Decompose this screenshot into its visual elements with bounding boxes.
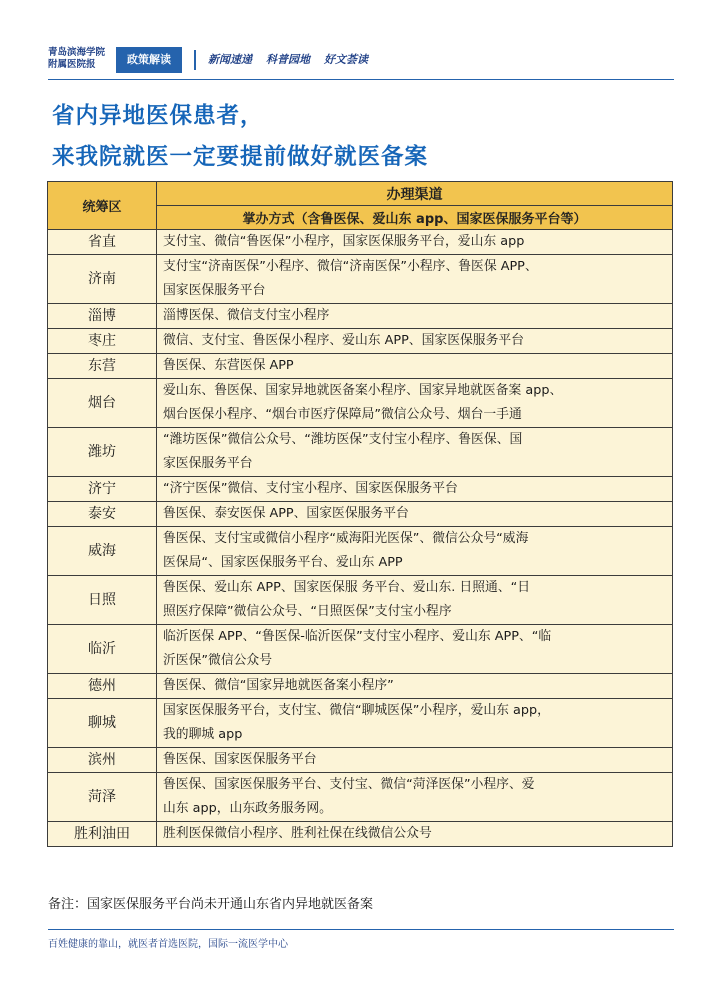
area-cell: 菏泽 (48, 773, 157, 822)
channels-cell (157, 822, 673, 847)
area-cell: 淄博 (48, 304, 157, 329)
newspaper-logo (48, 47, 110, 73)
table-row (48, 527, 673, 576)
table-row (48, 502, 673, 527)
channels-cell (157, 576, 673, 625)
table-row (48, 428, 673, 477)
channels-line: “济宁医保”微信、支付宝小程序、国家医保服务平台 (163, 481, 458, 496)
channels-table-wrapper (47, 181, 672, 847)
table-row (48, 230, 673, 255)
channels-line: 国家医保服务平台 (163, 283, 266, 298)
channels-line: 鲁医保、支付宝或微信小程序“威海阳光医保”、微信公众号“威海 (163, 531, 529, 546)
area-cell: 济南 (48, 255, 157, 304)
area-cell: 威海 (48, 527, 157, 576)
channels-cell (157, 255, 673, 304)
table-row (48, 699, 673, 748)
table-row (48, 576, 673, 625)
logo-line-2: 附属医院报 (48, 59, 96, 70)
channels-cell (157, 329, 673, 354)
header-area: 统筹区 (48, 182, 157, 230)
area-cell: 临沂 (48, 625, 157, 674)
channels-cell (157, 379, 673, 428)
channels-line: “潍坊医保”微信公众号、“潍坊医保”支付宝小程序、鲁医保、国 (163, 432, 523, 447)
header-divider (194, 50, 196, 70)
channels-line: 国家医保服务平台，支付宝、微信“聊城医保”小程序，爱山东 app， (163, 703, 550, 718)
channels-cell (157, 748, 673, 773)
table-row (48, 329, 673, 354)
channels-line: 照医疗保障”微信公众号、“日照医保”支付宝小程序 (163, 604, 452, 619)
table-row (48, 773, 673, 822)
area-cell: 烟台 (48, 379, 157, 428)
channels-line: 鲁医保、国家医保服务平台 (163, 752, 317, 767)
channels-line: 鲁医保、泰安医保 APP、国家医保服务平台 (163, 506, 409, 521)
header-channels: 办理渠道 (157, 182, 673, 206)
channels-line: 鲁医保、微信“国家异地就医备案小程序” (163, 678, 394, 693)
channels-line: 家医保服务平台 (163, 456, 253, 471)
section-nav (208, 47, 368, 73)
channels-cell (157, 527, 673, 576)
channels-cell (157, 502, 673, 527)
footer-rule (48, 929, 674, 930)
channels-line: 微信、支付宝、鲁医保小程序、爱山东 APP、国家医保服务平台 (163, 333, 524, 348)
channels-cell (157, 354, 673, 379)
channels-cell (157, 699, 673, 748)
area-cell: 胜利油田 (48, 822, 157, 847)
channels-cell (157, 674, 673, 699)
area-cell: 泰安 (48, 502, 157, 527)
channels-line: 山东 app，山东政务服务网。 (163, 801, 332, 816)
channels-cell (157, 625, 673, 674)
table-row (48, 625, 673, 674)
channels-line: 鲁医保、国家医保服务平台、支付宝、微信“菏泽医保”小程序、爱 (163, 777, 535, 792)
channels-line: 爱山东、鲁医保、国家异地就医备案小程序、国家异地就医备案 app、 (163, 383, 563, 398)
area-cell: 东营 (48, 354, 157, 379)
channels-line: 临沂医保 APP、“鲁医保-临沂医保”支付宝小程序、爱山东 APP、“临 (163, 629, 552, 644)
channels-cell (157, 773, 673, 822)
table-row (48, 822, 673, 847)
table-row (48, 379, 673, 428)
channels-line: 支付宝“济南医保”小程序、微信“济南医保”小程序、鲁医保 APP、 (163, 259, 538, 274)
table-row (48, 674, 673, 699)
page-title-line-1: 省内异地医保患者， (52, 103, 264, 129)
table-row (48, 255, 673, 304)
channels-cell (157, 230, 673, 255)
table-row (48, 304, 673, 329)
nav-articles: 好文荟读 (324, 53, 368, 66)
channels-line: 淄博医保、微信支付宝小程序 (163, 308, 330, 323)
area-cell: 滨州 (48, 748, 157, 773)
area-cell: 省直 (48, 230, 157, 255)
channels-cell (157, 477, 673, 502)
header-channels-sub: 掌办方式（含鲁医保、爱山东 app、国家医保服务平台等） (157, 206, 673, 230)
channels-line: 鲁医保、爱山东 APP、国家医保服 务平台、爱山东. 日照通、“日 (163, 580, 531, 595)
table-body (48, 230, 673, 847)
page-header (48, 47, 676, 73)
area-cell: 日照 (48, 576, 157, 625)
channels-line: 鲁医保、东营医保 APP (163, 358, 294, 373)
page-title-line-2: 来我院就医一定要提前做好就医备案 (52, 144, 429, 170)
table-note: 备注：国家医保服务平台尚未开通山东省内异地就医备案 (48, 897, 374, 912)
channels-cell (157, 304, 673, 329)
channels-line: 医保局“、国家医保服务平台、爱山东 APP (163, 555, 403, 570)
area-cell: 聊城 (48, 699, 157, 748)
area-cell: 潍坊 (48, 428, 157, 477)
channels-cell (157, 428, 673, 477)
nav-science: 科普园地 (266, 53, 310, 66)
header-rule (48, 79, 674, 80)
table-row (48, 354, 673, 379)
area-cell: 枣庄 (48, 329, 157, 354)
logo-line-1: 青岛滨海学院 (48, 47, 106, 58)
channels-line: 烟台医保小程序、“烟台市医疗保障局”微信公众号、烟台一手通 (163, 407, 522, 422)
area-cell: 德州 (48, 674, 157, 699)
table-row (48, 477, 673, 502)
channels-table (47, 181, 673, 847)
section-tag: 政策解读 (116, 47, 182, 73)
nav-news: 新闻速递 (208, 53, 252, 66)
footer-slogan: 百姓健康的靠山，就医者首选医院，国际一流医学中心 (48, 939, 288, 950)
channels-line: 我的聊城 app (163, 727, 243, 742)
channels-line: 沂医保”微信公众号 (163, 653, 273, 668)
channels-line: 支付宝、微信“鲁医保”小程序，国家医保服务平台，爱山东 app (163, 234, 525, 249)
table-row (48, 748, 673, 773)
area-cell: 济宁 (48, 477, 157, 502)
channels-line: 胜利医保微信小程序、胜利社保在线微信公众号 (163, 826, 432, 841)
